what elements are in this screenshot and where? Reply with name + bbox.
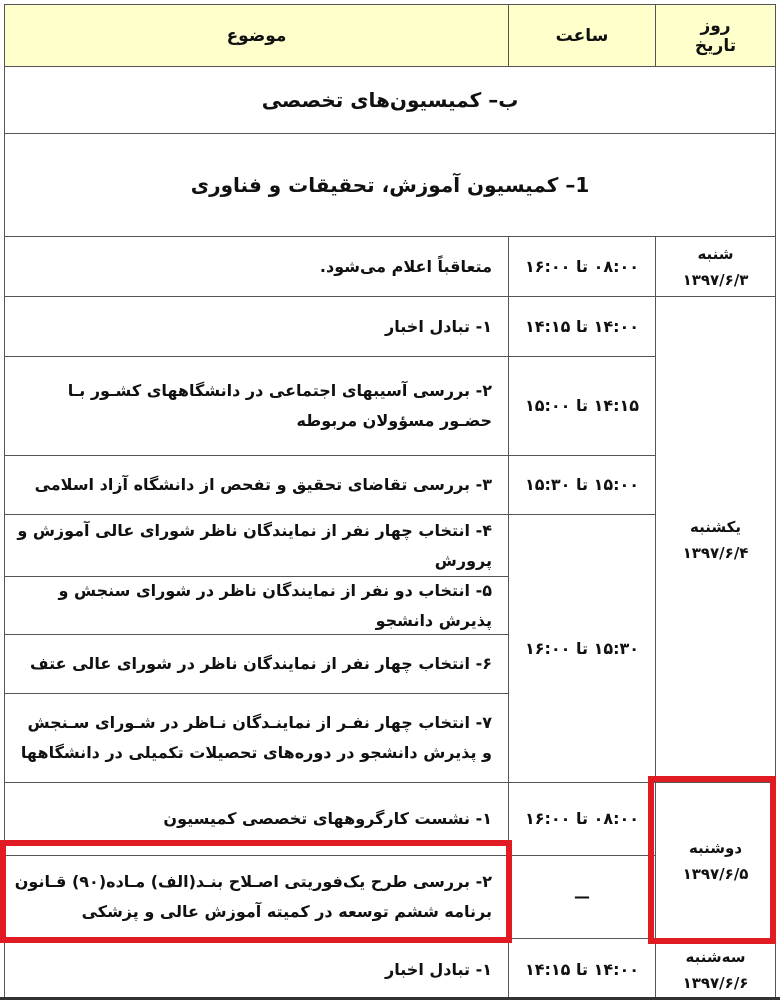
subject-cell: ۱- تبادل اخبار: [385, 316, 492, 336]
subject-cell: متعاقباً اعلام می‌شود.: [319, 256, 492, 276]
header-day-date: روز تاریخ: [694, 15, 737, 56]
time-cell: ۰۸:۰۰ تا ۱۶:۰۰: [524, 256, 640, 276]
subject-cell: ۴- انتخاب چهار نفر از نمایندگان ناظر شورای عالی آموزش و پرورش: [17, 520, 492, 570]
header-subject: موضوع: [226, 25, 287, 46]
time-cell: ۰۸:۰۰ تا ۱۶:۰۰: [524, 809, 640, 828]
time-cell: ۱۵:۰۰ تا ۱۵:۳۰: [524, 475, 640, 494]
subject-cell: ۲- بررسی آسیبهای اجتماعی در دانشگاههای کشـور بـا حضـور مسؤولان مربوطه: [67, 381, 492, 430]
commission-title: 1– کمیسیون آموزش، تحقیقات و فناوری: [190, 173, 590, 197]
day-date: ۱۳۹۷/۶/۳: [682, 270, 749, 289]
day-date: ۱۳۹۷/۶/۴: [682, 543, 749, 562]
day-saturday: [656, 237, 775, 296]
day-date: ۱۳۹۷/۶/۵: [682, 864, 749, 883]
time-cell: ۱۴:۰۰ تا ۱۴:۱۵: [524, 959, 640, 979]
subject-cell: ۵- انتخاب دو نفر از نمایندگان ناظر در شورای سنجش و پذیرش دانشجو: [58, 580, 492, 630]
header-time: ساعت: [555, 25, 609, 46]
time-cell: ۱۴:۱۵ تا ۱۵:۰۰: [524, 396, 640, 415]
day-sunday: [656, 297, 775, 782]
highlight-box-date: [648, 776, 776, 944]
day-tuesday: [656, 939, 775, 1000]
day-name: سه‌شنبه: [685, 947, 746, 966]
day-date: ۱۳۹۷/۶/۶: [682, 973, 749, 992]
time-cell: ۱۵:۳۰ تا ۱۶:۰۰: [524, 638, 640, 658]
subject-cell: ۱- نشست کارگروههای تخصصی کمیسیون: [163, 809, 492, 828]
day-name: یکشنبه: [690, 517, 741, 536]
section-title: ب– کمیسیون‌های تخصصی: [261, 88, 519, 112]
day-name: دوشنبه: [688, 838, 743, 857]
subject-cell: ۲- بررسی طرح یک‌فوریتی اصـلاح بنـد(الف) مـاده(۹۰) قـانون برنامه ششم توسعه در کمیته آموزش عالی و پزشکی: [14, 872, 492, 921]
subject-cell: ۱- تبادل اخبار: [385, 959, 492, 979]
day-name: شنبه: [697, 244, 734, 263]
subject-cell: ۳- بررسی تقاضای تحقیق و تفحص از دانشگاه آزاد اسلامی: [34, 475, 492, 494]
time-cell: ۱۴:۰۰ تا ۱۴:۱۵: [524, 316, 640, 336]
highlight-box-subject: [0, 840, 512, 943]
subject-cell: ۷- انتخاب چهار نفـر از نماینـدگان نـاظر در شـورای سـنجش و پذیرش دانشجو در دوره‌های تحصیلات تکمیلی در دانشگاهها: [20, 713, 492, 762]
time-cell: —: [574, 887, 590, 906]
subject-cell: ۶- انتخاب چهار نفر از نمایندگان ناظر در شورای عالی عتف: [30, 654, 492, 673]
